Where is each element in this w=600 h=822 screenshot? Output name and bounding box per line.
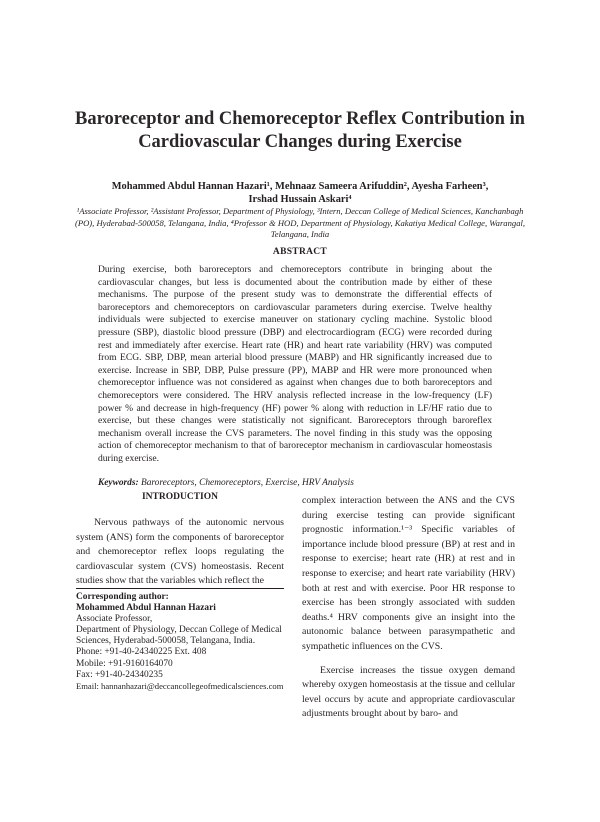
authors-line-2: Irshad Hussain Askari⁴ <box>248 194 352 205</box>
intro-paragraph-2: complex interaction between the ANS and the CVS during exercise testing can provide significant prognostic information.¹⁻³ Specific variables of importance include blood pressure (BP) at rest and in response to exercise; heart rate (HR) at rest and in response to exercise; and heart rate variability (HRV) both at rest and with exercise. Poor HR response to exercise has been strongly associated with sudden deaths.⁴ HRV components give an insight into the autonomic balance between parasympathetic and sympathetic influences on the CVS. <box>302 495 515 652</box>
corresponding-fax: Fax: +91-40-24340235 <box>76 669 163 680</box>
corresponding-mobile: Mobile: +91-9160164070 <box>76 658 173 669</box>
intro-paragraph-1: Nervous pathways of the autonomic nervous system (ANS) form the components of baroreceptor and chemoreceptor reflex loops regulating the cardiovascular system (CVS) homeostasis. Recent studies show that the variables which reflect the <box>76 517 284 587</box>
corresponding-line: Sciences, Hyderabad-500058, Telangana, India. <box>76 636 256 647</box>
left-column <box>76 516 284 589</box>
intro-paragraph-3: Exercise increases the tissue oxygen demand whereby oxygen homeostasis at the tissue and cellular level occurs by acute and appropriate cardiovascular adjustments brought about by baro- and <box>302 664 515 720</box>
corresponding-line: Associate Professor, <box>76 614 153 625</box>
keywords <box>98 478 492 488</box>
keywords-list: Baroreceptors, Chemoreceptors, Exercise, HRV Analysis <box>140 478 354 488</box>
author-list <box>70 180 530 206</box>
paper-title: Baroreceptor and Chemoreceptor Reflex Contribution in Cardiovascular Changes during Exercise <box>75 109 525 152</box>
authors-line-1: Mohammed Abdul Hannan Hazari¹, Mehnaaz Sameera Arifuddin², Ayesha Farheen³, <box>111 181 489 192</box>
corresponding-phone: Phone: +91-40-24340225 Ext. 408 <box>76 647 207 658</box>
keywords-label: Keywords: <box>98 478 139 488</box>
abstract-heading: ABSTRACT <box>272 247 328 257</box>
affiliations: ¹Associate Professor, ²Assistant Professor, Department of Physiology, ³Intern, Deccan College of Medical Sciences, Kanchanbagh (PO), Hyderabad-500058, Telangana, India, ⁴Professor & HOD, Department of Physiology, Kakatiya Medical College, Warangal, Telangana, India <box>74 206 526 240</box>
abstract-text: During exercise, both baroreceptors and chemoreceptors contribute in bringing about the cardiovascular changes, but less is documented about the contribution made by either of these mechanisms. The purpose of the present study was to demonstrate the differential effects of baroreceptors and chemoreceptors on cardiovascular parameters during exercise. Twelve healthy individuals were subjected to exercise maneuver on stationary cycling machine. Systolic blood pressure (SBP), diastolic blood pressure (DBP) and electrocardiogram (ECG) were recorded during rest and immediately after exercise. Heart rate (HR) and heart rate variability (HRV) was computed from ECG. SBP, DBP, mean arterial blood pressure (MABP) and HR significantly increased due to exercise. Increase in SBP, DBP, Pulse pressure (PP), MABP and HR were more pronounced when chemoreceptor influence was not considered as against when changes due to both baroreceptors and chemoreceptors were considered. The HRV analysis reflected increase in the low-frequency (LF) power % and decrease in high-frequency (HF) power % along with reduction in LF/HF ratio due to exercise, but these changes were statistically not significant. Baroreceptors through baroreflex mechanism overall increase the CVS parameters. The novel finding in this study was the opposing action of chemoreceptor mechanism to that of baroreceptor mechanism in cardiovascular homeostasis during exercise. <box>98 264 492 464</box>
footnote-divider <box>76 588 284 589</box>
section-heading-introduction: INTRODUCTION <box>141 492 218 502</box>
corresponding-email: Email: hannanhazari@deccancollegeofmedicalsciences.com <box>76 680 284 691</box>
corresponding-name: Mohammed Abdul Hannan Hazari <box>76 603 216 614</box>
corresponding-author-block <box>76 592 288 692</box>
corresponding-line: Department of Physiology, Deccan College of Medical <box>76 625 282 636</box>
corresponding-label: Corresponding author: <box>76 592 169 602</box>
right-column <box>302 494 515 722</box>
